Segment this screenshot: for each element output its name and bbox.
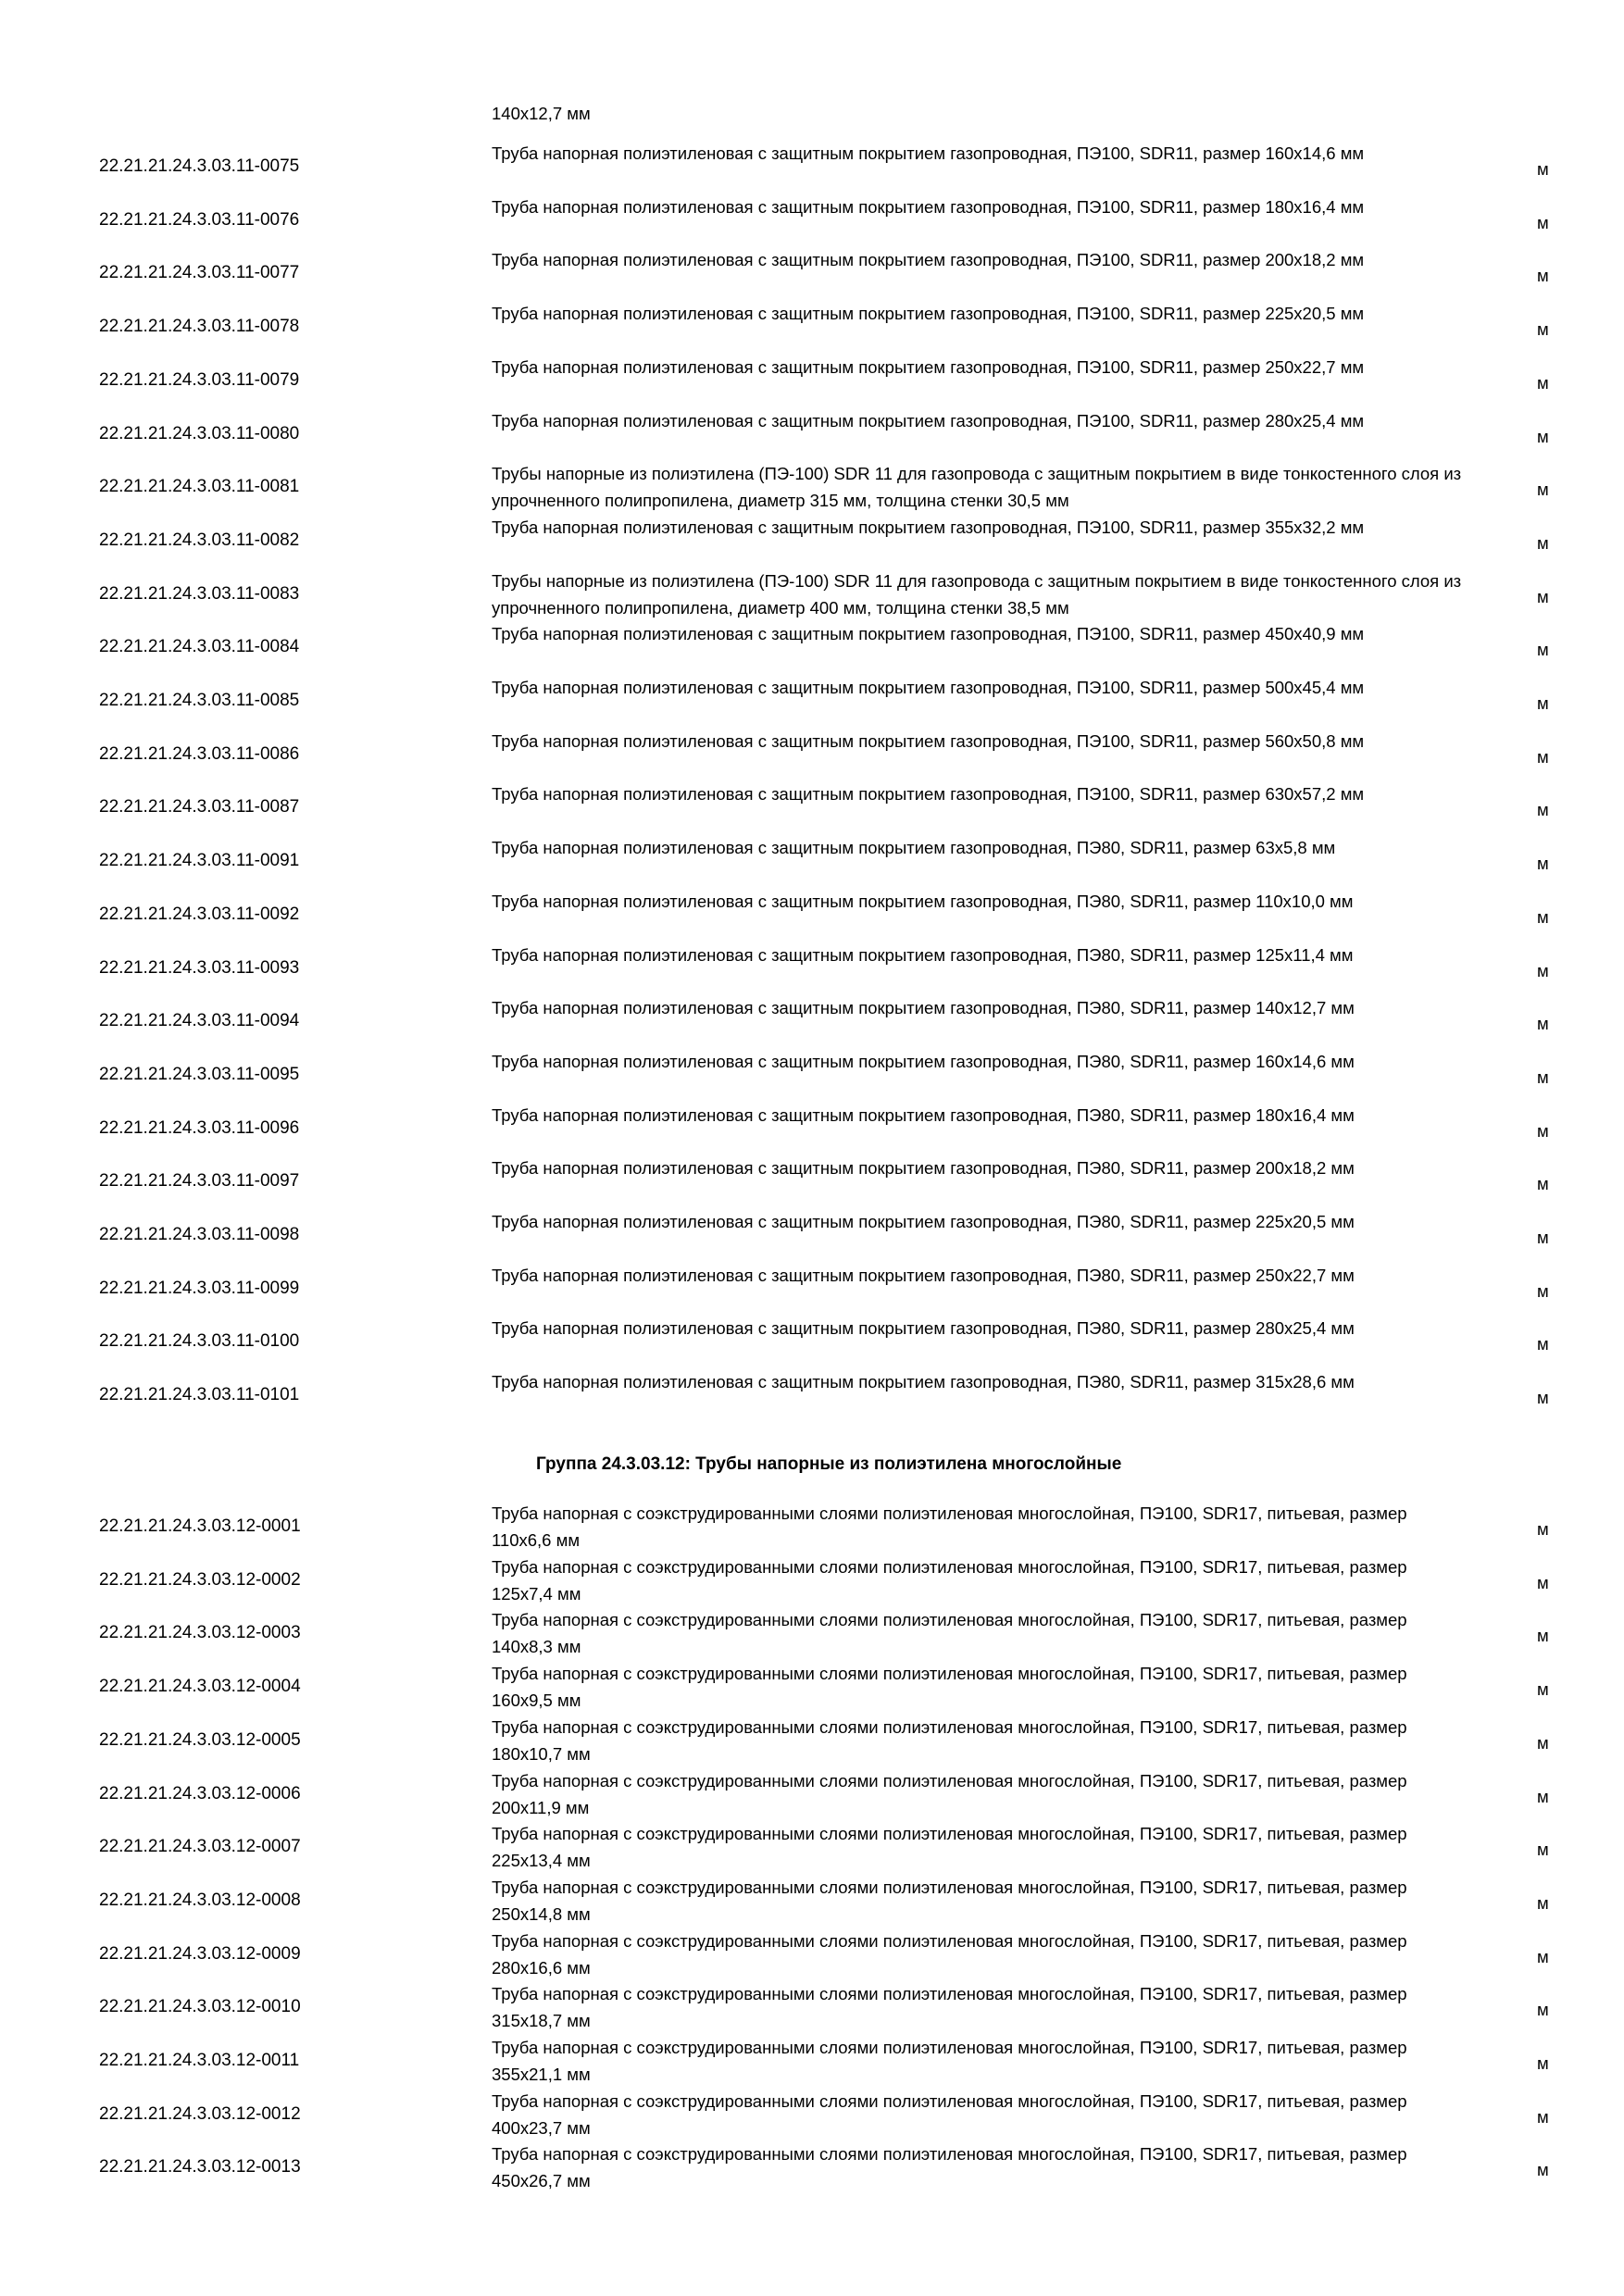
- row-description: Труба напорная с соэкструдированными слоями полиэтиленовая многослойная, ПЭ100, SDR17, питьевая, размер 400x23,7 мм: [492, 2090, 1407, 2138]
- row-description: Труба напорная полиэтиленовая с защитным покрытием газопроводная, ПЭ80, SDR11, размер 225x20,5 мм: [492, 1212, 1355, 1231]
- row-unit: м: [1537, 1067, 1549, 1087]
- row-unit: м: [1537, 532, 1549, 553]
- row-description: Труба напорная полиэтиленовая с защитным покрытием газопроводная, ПЭ100, SDR11, размер 200x18,2 мм: [492, 250, 1365, 270]
- row-unit: м: [1537, 2000, 1549, 2020]
- row-unit: м: [1537, 1388, 1549, 1408]
- row-unit: м: [1537, 1120, 1549, 1141]
- table-row: [0, 1154, 1624, 1208]
- row-code: 22.21.21.24.3.03.11-0083: [99, 583, 300, 604]
- table-row: [0, 568, 1624, 621]
- row-description: Труба напорная полиэтиленовая с защитным покрытием газопроводная, ПЭ100, SDR11, размер 560x50,8 мм: [492, 730, 1365, 751]
- row-description: Труба напорная полиэтиленовая с защитным покрытием газопроводная, ПЭ100, SDR11, размер 630x57,2 мм: [492, 784, 1365, 805]
- row-code: 22.21.21.24.3.03.11-0085: [99, 691, 300, 710]
- row-description: Труба напорная полиэтиленовая с защитным покрытием газопроводная, ПЭ80, SDR11, размер 315x28,6 мм: [492, 1372, 1355, 1392]
- row-code: 22.21.21.24.3.03.11-0099: [99, 1278, 300, 1298]
- table-row: [0, 1714, 1624, 1767]
- row-description: Труба напорная полиэтиленовая с защитным покрытием газопроводная, ПЭ100, SDR11, размер 225x20,5 мм: [492, 304, 1365, 324]
- row-unit: м: [1537, 1174, 1549, 1194]
- table-row: [0, 1102, 1624, 1155]
- row-unit: м: [1537, 2053, 1549, 2073]
- table-row: [0, 674, 1624, 728]
- row-code: 22.21.21.24.3.03.11-0079: [99, 369, 300, 390]
- row-description: Труба напорная с соэкструдированными слоями полиэтиленовая многослойная, ПЭ100, SDR17, питьевая, размер 315x18,7 мм: [492, 1984, 1407, 2031]
- table-row: [0, 1928, 1624, 1981]
- table-row: [0, 834, 1624, 888]
- table-row: [0, 1554, 1624, 1607]
- row-description: Труба напорная полиэтиленовая с защитным покрытием газопроводная, ПЭ100, SDR11, размер 500x45,4 мм: [492, 678, 1365, 697]
- row-unit: м: [1537, 960, 1549, 980]
- row-description: Труба напорная полиэтиленовая с защитным покрытием газопроводная, ПЭ80, SDR11, размер 63x5,8 мм: [492, 838, 1336, 858]
- row-code: 22.21.21.24.3.03.12-0004: [99, 1677, 301, 1697]
- row-code: 22.21.21.24.3.03.11-0080: [99, 423, 300, 443]
- table-row: [0, 888, 1624, 942]
- row-description: Труба напорная с соэкструдированными слоями полиэтиленовая многослойная, ПЭ100, SDR17, питьевая, размер 110x6,6 мм: [492, 1504, 1407, 1550]
- table-row: [0, 1208, 1624, 1262]
- row-unit: м: [1537, 319, 1549, 340]
- row-code: 22.21.21.24.3.03.12-0013: [99, 2157, 301, 2177]
- table-row: [0, 407, 1624, 461]
- row-unit: м: [1537, 906, 1549, 927]
- row-description: Труба напорная с соэкструдированными слоями полиэтиленовая многослойная, ПЭ100, SDR17, питьевая, размер 225x13,4 мм: [492, 1824, 1407, 1871]
- row-unit: м: [1537, 1946, 1549, 1966]
- row-code: 22.21.21.24.3.03.11-0097: [99, 1171, 300, 1192]
- row-code: 22.21.21.24.3.03.12-0006: [99, 1783, 301, 1803]
- row-code: 22.21.21.24.3.03.11-0075: [99, 156, 300, 176]
- row-code: 22.21.21.24.3.03.12-0009: [99, 1943, 301, 1964]
- row-description: Труба напорная с соэкструдированными слоями полиэтиленовая многослойная, ПЭ100, SDR17, питьевая, размер 200x11,9 мм: [492, 1770, 1407, 1817]
- table-row: [0, 994, 1624, 1048]
- row-unit: м: [1537, 854, 1549, 874]
- row-description: Труба напорная полиэтиленовая с защитным покрытием газопроводная, ПЭ100, SDR11, размер 355x32,2 мм: [492, 517, 1365, 537]
- table-row: [0, 1874, 1624, 1928]
- table-row: [0, 942, 1624, 995]
- table-row: [0, 1660, 1624, 1714]
- row-code: 22.21.21.24.3.03.12-0003: [99, 1623, 301, 1643]
- row-unit: м: [1537, 1732, 1549, 1753]
- row-code: 22.21.21.24.3.03.11-0092: [99, 904, 300, 924]
- row-code: 22.21.21.24.3.03.12-0011: [99, 2051, 300, 2070]
- row-code: 22.21.21.24.3.03.11-0096: [99, 1117, 300, 1138]
- row-code: 22.21.21.24.3.03.11-0078: [99, 317, 300, 337]
- row-unit: м: [1537, 1280, 1549, 1301]
- table-row: [0, 1767, 1624, 1821]
- row-code: 22.21.21.24.3.03.12-0008: [99, 1890, 301, 1910]
- row-unit: м: [1537, 1840, 1549, 1860]
- row-unit: м: [1537, 1572, 1549, 1592]
- row-code: 22.21.21.24.3.03.11-0091: [99, 851, 300, 871]
- row-unit: м: [1537, 1334, 1549, 1354]
- row-description: Труба напорная полиэтиленовая с защитным покрытием газопроводная, ПЭ80, SDR11, размер 140x12,7 мм: [492, 998, 1355, 1018]
- row-unit: м: [1537, 1892, 1549, 1913]
- row-description: Труба напорная с соэкструдированными слоями полиэтиленовая многослойная, ПЭ100, SDR17, питьевая, размер 125x7,4 мм: [492, 1556, 1407, 1603]
- table-row: [0, 354, 1624, 407]
- table-row: [0, 728, 1624, 781]
- row-unit: м: [1537, 1014, 1549, 1034]
- table-row: [0, 2034, 1624, 2088]
- row-description: Труба напорная полиэтиленовая с защитным покрытием газопроводная, ПЭ100, SDR11, размер 450x40,9 мм: [492, 624, 1365, 644]
- table-row: [0, 193, 1624, 247]
- row-code: 22.21.21.24.3.03.11-0081: [99, 477, 300, 497]
- row-unit: м: [1537, 586, 1549, 606]
- row-unit: м: [1537, 693, 1549, 713]
- row-description: Труба напорная полиэтиленовая с защитным покрытием газопроводная, ПЭ80, SDR11, размер 125x11,4 мм: [492, 944, 1354, 965]
- row-unit: м: [1537, 800, 1549, 820]
- row-description: Труба напорная полиэтиленовая с защитным покрытием газопроводная, ПЭ80, SDR11, размер 200x18,2 мм: [492, 1158, 1355, 1179]
- row-unit: м: [1537, 2106, 1549, 2127]
- row-unit: м: [1537, 746, 1549, 767]
- row-unit: м: [1537, 1626, 1549, 1646]
- row-code: 22.21.21.24.3.03.11-0101: [99, 1385, 300, 1405]
- row-code: 22.21.21.24.3.03.12-0012: [99, 2103, 301, 2124]
- row-description: Трубы напорные из полиэтилена (ПЭ-100) SDR 11 для газопровода с защитным покрытием в виде тонкостенного слоя из упрочненного полипропилена, диаметр 315 мм, толщина стенки 30,5 мм: [492, 464, 1462, 511]
- row-description: Труба напорная полиэтиленовая с защитным покрытием газопроводная, ПЭ80, SDR11, размер 180x16,4 мм: [492, 1104, 1355, 1125]
- table-row: [0, 514, 1624, 568]
- row-code: 22.21.21.24.3.03.11-0084: [99, 637, 300, 657]
- row-code: 22.21.21.24.3.03.11-0082: [99, 530, 300, 550]
- row-description: Труба напорная полиэтиленовая с защитным покрытием газопроводная, ПЭ80, SDR11, размер 280x25,4 мм: [492, 1318, 1355, 1339]
- row-unit: м: [1537, 1786, 1549, 1806]
- row-unit: м: [1537, 1679, 1549, 1700]
- row-unit: м: [1537, 640, 1549, 660]
- row-unit: м: [1537, 1519, 1549, 1539]
- table-row: [0, 1820, 1624, 1874]
- continued-description: 140x12,7 мм: [492, 104, 591, 123]
- table-row: [0, 300, 1624, 354]
- row-unit: м: [1537, 212, 1549, 232]
- row-description: Труба напорная с соэкструдированными слоями полиэтиленовая многослойная, ПЭ100, SDR17, питьевая, размер 450x26,7 мм: [492, 2144, 1407, 2191]
- row-description: Труба напорная с соэкструдированными слоями полиэтиленовая многослойная, ПЭ100, SDR17, питьевая, размер 180x10,7 мм: [492, 1716, 1407, 1764]
- row-code: 22.21.21.24.3.03.12-0007: [99, 1837, 301, 1857]
- table-row: [0, 1315, 1624, 1368]
- table-row: [0, 2088, 1624, 2141]
- table-row: [0, 1262, 1624, 1316]
- row-description: Труба напорная с соэкструдированными слоями полиэтиленовая многослойная, ПЭ100, SDR17, питьевая, размер 280x16,6 мм: [492, 1930, 1407, 1978]
- table-row: [0, 1368, 1624, 1422]
- row-code: 22.21.21.24.3.03.11-0093: [99, 957, 300, 978]
- row-code: 22.21.21.24.3.03.12-0002: [99, 1569, 301, 1590]
- row-unit: м: [1537, 426, 1549, 446]
- row-description: Труба напорная с соэкструдированными слоями полиэтиленовая многослойная, ПЭ100, SDR17, питьевая, размер 160x9,5 мм: [492, 1664, 1407, 1711]
- table-row: [0, 246, 1624, 300]
- row-code: 22.21.21.24.3.03.11-0076: [99, 209, 300, 230]
- row-description: Труба напорная с соэкструдированными слоями полиэтиленовая многослойная, ПЭ100, SDR17, питьевая, размер 250x14,8 мм: [492, 1877, 1407, 1924]
- row-description: Труба напорная полиэтиленовая с защитным покрытием газопроводная, ПЭ80, SDR11, размер 250x22,7 мм: [492, 1265, 1355, 1285]
- row-code: 22.21.21.24.3.03.11-0095: [99, 1064, 300, 1084]
- table-row: [0, 1500, 1624, 1554]
- table-row: [0, 1048, 1624, 1102]
- row-unit: м: [1537, 2160, 1549, 2180]
- row-code: 22.21.21.24.3.03.11-0094: [99, 1011, 300, 1031]
- row-description: Труба напорная полиэтиленовая с защитным покрытием газопроводная, ПЭ100, SDR11, размер 250x22,7 мм: [492, 356, 1365, 377]
- table-row: [0, 620, 1624, 674]
- table-row: [0, 2140, 1624, 2194]
- table-row: [0, 1606, 1624, 1660]
- row-code: 22.21.21.24.3.03.12-0005: [99, 1729, 301, 1750]
- row-description: Труба напорная полиэтиленовая с защитным покрытием газопроводная, ПЭ100, SDR11, размер 280x25,4 мм: [492, 410, 1365, 430]
- row-unit: м: [1537, 480, 1549, 500]
- table-row: [0, 1980, 1624, 2034]
- group-12-title: Группа 24.3.03.12: Трубы напорные из полиэтилена многослойные: [536, 1454, 1122, 1474]
- row-code: 22.21.21.24.3.03.11-0086: [99, 743, 300, 764]
- row-description: Труба напорная с соэкструдированными слоями полиэтиленовая многослойная, ПЭ100, SDR17, питьевая, размер 140x8,3 мм: [492, 1610, 1407, 1657]
- row-code: 22.21.21.24.3.03.11-0077: [99, 263, 300, 283]
- row-unit: м: [1537, 266, 1549, 286]
- table-row: [0, 780, 1624, 834]
- row-unit: м: [1537, 159, 1549, 179]
- row-description: Труба напорная полиэтиленовая с защитным покрытием газопроводная, ПЭ80, SDR11, размер 110x10,0 мм: [492, 891, 1354, 911]
- row-code: 22.21.21.24.3.03.12-0001: [99, 1516, 301, 1536]
- row-description: Труба напорная с соэкструдированными слоями полиэтиленовая многослойная, ПЭ100, SDR17, питьевая, размер 355x21,1 мм: [492, 2038, 1407, 2084]
- row-unit: м: [1537, 372, 1549, 393]
- row-code: 22.21.21.24.3.03.12-0010: [99, 1997, 301, 2017]
- row-description: Труба напорная полиэтиленовая с защитным покрытием газопроводная, ПЭ100, SDR11, размер 180x16,4 мм: [492, 196, 1365, 217]
- row-unit: м: [1537, 1228, 1549, 1247]
- row-description: Труба напорная полиэтиленовая с защитным покрытием газопроводная, ПЭ80, SDR11, размер 160x14,6 мм: [492, 1051, 1355, 1071]
- row-description: Труба напорная полиэтиленовая с защитным покрытием газопроводная, ПЭ100, SDR11, размер 160x14,6 мм: [492, 144, 1365, 163]
- table-row: [0, 140, 1624, 193]
- table-row: [0, 460, 1624, 514]
- row-code: 22.21.21.24.3.03.11-0098: [99, 1225, 300, 1244]
- row-code: 22.21.21.24.3.03.11-0087: [99, 797, 300, 817]
- row-code: 22.21.21.24.3.03.11-0100: [99, 1331, 300, 1352]
- row-description: Трубы напорные из полиэтилена (ПЭ-100) SDR 11 для газопровода с защитным покрытием в виде тонкостенного слоя из упрочненного полипропилена, диаметр 400 мм, толщина стенки 38,5 мм: [492, 570, 1462, 618]
